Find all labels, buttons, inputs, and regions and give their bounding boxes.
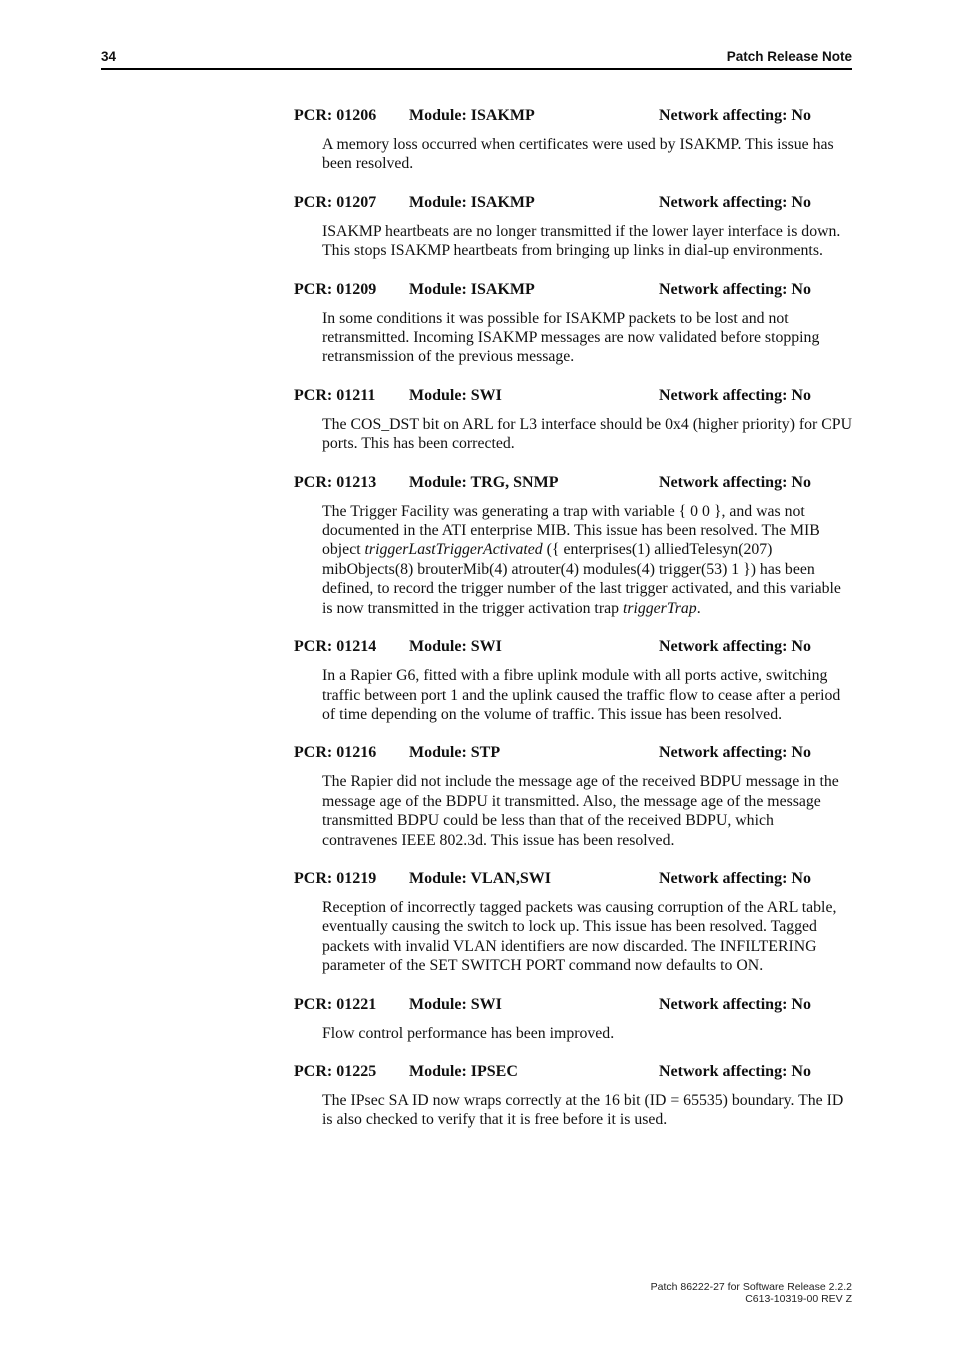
pcr-number: PCR: 01209	[294, 280, 377, 298]
pcr-network-affecting: Network affecting: No	[659, 1062, 811, 1080]
pcr-number: PCR: 01206	[294, 107, 377, 124]
pcr-module: Module: TRG, SNMP	[409, 473, 559, 491]
pcr-heading	[294, 1062, 854, 1082]
pcr-heading	[294, 106, 854, 126]
pcr-network-affecting: Network affecting: No	[659, 193, 811, 211]
footer-doc-number: C613-10319-00 REV Z	[745, 1293, 852, 1305]
page-footer	[651, 1281, 852, 1305]
pcr-network-affecting: Network affecting: No	[659, 107, 811, 124]
pcr-number: PCR: 01211	[294, 386, 376, 404]
pcr-description: In some conditions it was possible for ISAKMP packets to be lost and not retransmitted. Incoming ISAKMP messages are now validated before stopping retransmission of the previous message.	[322, 309, 820, 366]
pcr-module: Module: ISAKMP	[409, 193, 535, 211]
pcr-network-affecting: Network affecting: No	[659, 869, 811, 887]
pcr-entry	[294, 473, 854, 618]
pcr-heading	[294, 869, 854, 889]
pcr-description: Flow control performance has been improved.	[322, 1024, 615, 1042]
pcr-heading	[294, 995, 854, 1015]
pcr-heading	[294, 743, 854, 763]
pcr-entry	[294, 193, 854, 261]
pcr-entry	[294, 106, 854, 174]
pcr-heading	[294, 280, 854, 300]
pcr-network-affecting: Network affecting: No	[659, 280, 811, 298]
description-text: The Trigger Facility was generating a trap with variable { 0 0 }, and was not documented in the ATI enterprise MIB. This issue has been resolved. The MIB object	[322, 502, 820, 559]
pcr-number: PCR: 01207	[294, 193, 377, 211]
pcr-number: PCR: 01221	[294, 995, 377, 1013]
pcr-entry	[294, 743, 854, 850]
pcr-heading	[294, 637, 854, 657]
pcr-module: Module: VLAN,SWI	[409, 869, 551, 887]
pcr-module: Module: SWI	[409, 386, 502, 404]
pcr-description: A memory loss occurred when certificates were used by ISAKMP. This issue has been resolved.	[322, 136, 834, 173]
pcr-entry	[294, 995, 854, 1043]
description-text: ({ enterprises(1) alliedTelesyn(207) mibObjects(8) brouterMib(4) atrouter(4) modules(4) trigger(53) 1 }) has been defined, to record the trigger number of the last trigger activated, and this variable is now transmitted in the trigger activation trap	[322, 541, 841, 617]
pcr-module: Module: ISAKMP	[409, 280, 535, 298]
document-title: Patch Release Note	[726, 49, 852, 64]
pcr-description: In a Rapier G6, fitted with a fibre uplink module with all ports active, switching traffic between port 1 and the uplink caused the traffic flow to cease after a period of time depending on the volume of traffic. This issue has been resolved.	[322, 667, 841, 723]
footer-release: Patch 86222-27 for Software Release 2.2.2	[650, 1281, 852, 1293]
pcr-number: PCR: 01216	[294, 744, 377, 762]
pcr-network-affecting: Network affecting: No	[659, 473, 811, 491]
pcr-network-affecting: Network affecting: No	[659, 744, 811, 762]
pcr-entry	[294, 386, 854, 454]
pcr-module: Module: IPSEC	[409, 1062, 518, 1080]
pcr-number: PCR: 01219	[294, 869, 377, 887]
mib-object-name: triggerLastTriggerActivated	[364, 541, 543, 559]
page-number: 34	[101, 49, 117, 64]
pcr-heading	[294, 193, 854, 213]
pcr-number: PCR: 01225	[294, 1062, 377, 1080]
pcr-module: Module: ISAKMP	[409, 107, 535, 124]
pcr-list	[294, 106, 854, 1149]
pcr-number: PCR: 01214	[294, 638, 377, 656]
pcr-entry	[294, 637, 854, 724]
pcr-heading	[294, 386, 854, 406]
pcr-heading	[294, 473, 854, 493]
pcr-description: The COS_DST bit on ARL for L3 interface should be 0x4 (higher priority) for CPU ports. This has been corrected.	[322, 415, 852, 453]
pcr-description	[322, 502, 852, 618]
pcr-module: Module: SWI	[409, 638, 502, 656]
pcr-entry	[294, 1062, 854, 1130]
pcr-module: Module: STP	[409, 744, 501, 762]
pcr-number: PCR: 01213	[294, 473, 377, 491]
pcr-entry	[294, 280, 854, 367]
pcr-description: The IPsec SA ID now wraps correctly at the 16 bit (ID = 65535) boundary. The ID is also checked to verify that it is free before it is used.	[322, 1091, 844, 1129]
pcr-network-affecting: Network affecting: No	[659, 638, 811, 656]
description-text: .	[696, 599, 701, 617]
pcr-network-affecting: Network affecting: No	[659, 386, 811, 404]
trap-name: triggerTrap	[622, 599, 697, 617]
pcr-network-affecting: Network affecting: No	[659, 995, 811, 1013]
pcr-module: Module: SWI	[409, 995, 502, 1013]
pcr-description: Reception of incorrectly tagged packets was causing corruption of the ARL table, eventually causing the switch to lock up. This issue has been resolved. Tagged packets with invalid VLAN identifiers are now discarded. The INFILTERING parameter of the SET SWITCH PORT command now defaults to ON.	[322, 898, 837, 975]
pcr-entry	[294, 869, 854, 976]
pcr-description: ISAKMP heartbeats are no longer transmitted if the lower layer interface is down. This stops ISAKMP heartbeats from bringing up links in dial-up environments.	[322, 222, 841, 260]
pcr-description: The Rapier did not include the message age of the received BDPU message in the message age of the BDPU it transmitted. Also, the message age of the message transmitted BDPU could be less than that of the received BDPU, which contravenes IEEE 802.3d. This issue has been resolved.	[322, 773, 839, 849]
page-header	[101, 48, 852, 70]
